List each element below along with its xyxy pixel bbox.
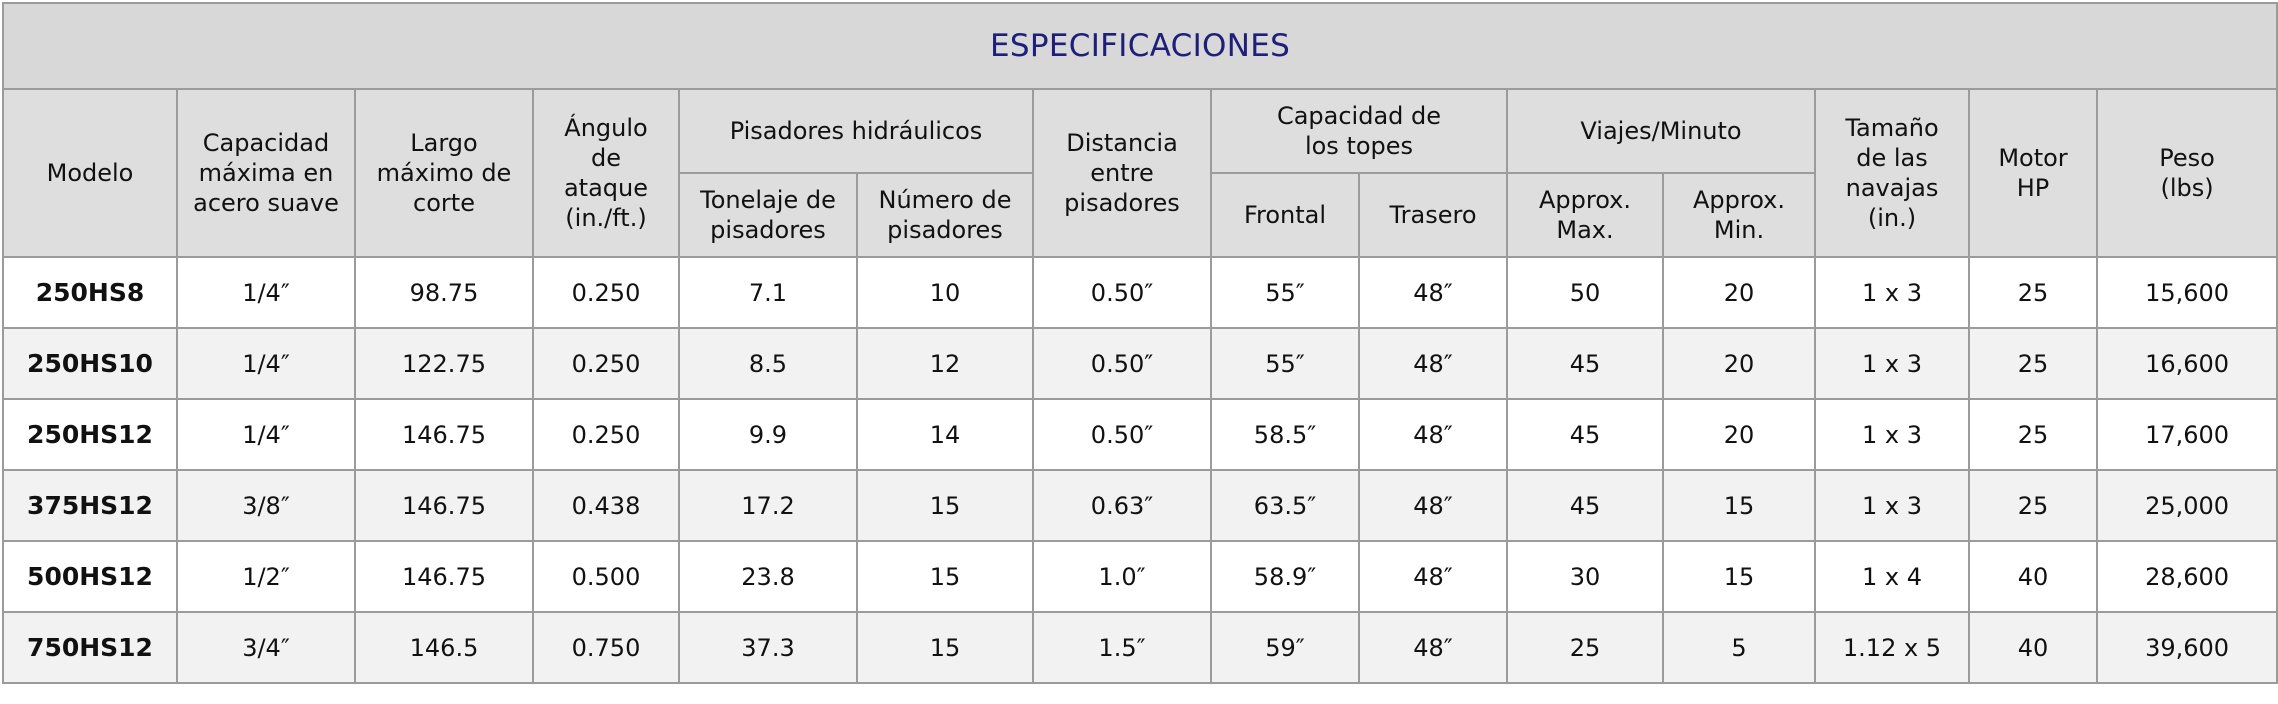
header-pisadores-group: Pisadores hidráulicos [679,89,1033,173]
cell-angulo: 0.750 [533,612,679,683]
cell-distancia: 0.50″ [1033,399,1211,470]
header-frontal: Frontal [1211,173,1359,257]
table-row [3,399,2277,470]
cell-modelo: 250HS12 [3,399,177,470]
cell-angulo: 0.500 [533,541,679,612]
cell-distancia: 0.50″ [1033,328,1211,399]
cell-max: 25 [1507,612,1663,683]
cell-trasero: 48″ [1359,541,1507,612]
cell-frontal: 59″ [1211,612,1359,683]
cell-min: 15 [1663,541,1815,612]
cell-numero: 14 [857,399,1033,470]
cell-navajas: 1 x 4 [1815,541,1969,612]
cell-angulo: 0.438 [533,470,679,541]
header-capacidad: Capacidad máxima en acero suave [177,89,355,257]
cell-motor: 25 [1969,328,2097,399]
header-motor: Motor HP [1969,89,2097,257]
cell-largo: 122.75 [355,328,533,399]
cell-capacidad: 3/8″ [177,470,355,541]
cell-tonelaje: 37.3 [679,612,857,683]
cell-largo: 146.75 [355,541,533,612]
header-row-1 [3,89,2277,173]
cell-capacidad: 1/4″ [177,399,355,470]
cell-capacidad: 1/2″ [177,541,355,612]
table-title: ESPECIFICACIONES [3,3,2277,89]
header-modelo: Modelo [3,89,177,257]
cell-max: 45 [1507,399,1663,470]
cell-motor: 40 [1969,541,2097,612]
cell-numero: 15 [857,612,1033,683]
table-row [3,328,2277,399]
cell-modelo: 250HS8 [3,257,177,328]
table-row [3,541,2277,612]
cell-max: 30 [1507,541,1663,612]
header-trasero: Trasero [1359,173,1507,257]
cell-modelo: 250HS10 [3,328,177,399]
cell-navajas: 1 x 3 [1815,328,1969,399]
cell-numero: 12 [857,328,1033,399]
cell-peso: 25,000 [2097,470,2277,541]
cell-modelo: 375HS12 [3,470,177,541]
cell-largo: 98.75 [355,257,533,328]
cell-capacidad: 3/4″ [177,612,355,683]
cell-navajas: 1 x 3 [1815,257,1969,328]
cell-angulo: 0.250 [533,399,679,470]
cell-max: 45 [1507,328,1663,399]
table-body [3,257,2277,683]
header-distancia: Distancia entre pisadores [1033,89,1211,257]
cell-motor: 25 [1969,470,2097,541]
table-row [3,257,2277,328]
cell-tonelaje: 9.9 [679,399,857,470]
cell-modelo: 750HS12 [3,612,177,683]
cell-tonelaje: 8.5 [679,328,857,399]
cell-largo: 146.5 [355,612,533,683]
cell-tonelaje: 23.8 [679,541,857,612]
cell-peso: 16,600 [2097,328,2277,399]
cell-numero: 15 [857,470,1033,541]
cell-min: 20 [1663,328,1815,399]
cell-distancia: 1.5″ [1033,612,1211,683]
cell-tonelaje: 7.1 [679,257,857,328]
header-largo: Largo máximo de corte [355,89,533,257]
cell-trasero: 48″ [1359,399,1507,470]
cell-peso: 17,600 [2097,399,2277,470]
cell-navajas: 1.12 x 5 [1815,612,1969,683]
cell-navajas: 1 x 3 [1815,470,1969,541]
cell-frontal: 55″ [1211,257,1359,328]
cell-min: 15 [1663,470,1815,541]
cell-min: 5 [1663,612,1815,683]
header-approx-max: Approx. Max. [1507,173,1663,257]
cell-peso: 28,600 [2097,541,2277,612]
cell-distancia: 0.50″ [1033,257,1211,328]
cell-angulo: 0.250 [533,257,679,328]
cell-motor: 25 [1969,257,2097,328]
header-viajes-group: Viajes/Minuto [1507,89,1815,173]
header-navajas: Tamaño de las navajas (in.) [1815,89,1969,257]
cell-min: 20 [1663,257,1815,328]
table-row [3,612,2277,683]
cell-frontal: 63.5″ [1211,470,1359,541]
cell-trasero: 48″ [1359,328,1507,399]
table-row [3,470,2277,541]
cell-motor: 40 [1969,612,2097,683]
cell-distancia: 1.0″ [1033,541,1211,612]
cell-tonelaje: 17.2 [679,470,857,541]
cell-frontal: 58.9″ [1211,541,1359,612]
cell-angulo: 0.250 [533,328,679,399]
cell-trasero: 48″ [1359,257,1507,328]
header-approx-min: Approx. Min. [1663,173,1815,257]
cell-capacidad: 1/4″ [177,257,355,328]
header-angulo: Ángulo de ataque (in./ft.) [533,89,679,257]
header-tonelaje: Tonelaje de pisadores [679,173,857,257]
cell-peso: 15,600 [2097,257,2277,328]
cell-frontal: 58.5″ [1211,399,1359,470]
cell-modelo: 500HS12 [3,541,177,612]
cell-navajas: 1 x 3 [1815,399,1969,470]
cell-max: 50 [1507,257,1663,328]
cell-max: 45 [1507,470,1663,541]
cell-capacidad: 1/4″ [177,328,355,399]
cell-trasero: 48″ [1359,612,1507,683]
cell-frontal: 55″ [1211,328,1359,399]
specifications-table [2,2,2278,684]
header-topes-group: Capacidad de los topes [1211,89,1507,173]
cell-peso: 39,600 [2097,612,2277,683]
cell-motor: 25 [1969,399,2097,470]
cell-numero: 15 [857,541,1033,612]
header-peso: Peso (lbs) [2097,89,2277,257]
cell-min: 20 [1663,399,1815,470]
cell-distancia: 0.63″ [1033,470,1211,541]
cell-trasero: 48″ [1359,470,1507,541]
cell-numero: 10 [857,257,1033,328]
cell-largo: 146.75 [355,399,533,470]
title-row [3,3,2277,89]
header-numero: Número de pisadores [857,173,1033,257]
cell-largo: 146.75 [355,470,533,541]
